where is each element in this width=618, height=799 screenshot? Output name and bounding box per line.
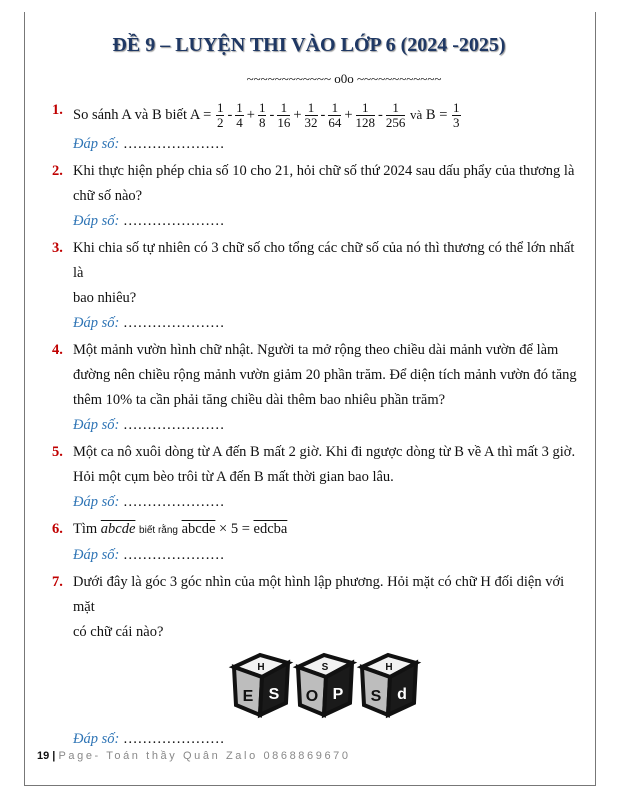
page-title: ĐỀ 9 – LUYỆN THI VÀO LỚP 6 (2024 -2025) [112, 34, 506, 56]
cube-left-letter: S [370, 688, 382, 705]
cube-left-letter: O [305, 688, 319, 705]
cube-right-letter: d [397, 686, 407, 703]
a-equals: A = [189, 107, 212, 123]
separator: ~~~~~~~~~~~~ o0o ~~~~~~~~~~~~ [246, 71, 442, 86]
cube-right-letter: P [332, 686, 344, 703]
cube-left-letter: E [242, 688, 254, 705]
answer-7: Đáp số: ………………… [73, 731, 225, 747]
cube-top-letter: H [385, 662, 393, 673]
operator: - [378, 107, 383, 123]
cube [362, 655, 416, 715]
page-footer: 19 | Page- Toán thầy Quân Zalo 0868869670 [37, 750, 351, 762]
cube [234, 655, 288, 715]
fraction: $\frac{1}{4}$ [236, 100, 243, 131]
answer-6: Đáp số: ………………… [73, 547, 225, 563]
question-number: 4. [52, 342, 63, 358]
question-number: 1. [52, 102, 63, 118]
answer-3: Đáp số: ………………… [73, 315, 225, 331]
fraction: $\frac{1}{8}$ [258, 100, 266, 131]
question-2: 2. Khi thực hiện phép chia số 10 cho 21, hỏi chữ số thứ 2024 sau dấu phẩy của thương là chữ số nào? [52, 159, 582, 209]
fraction: $\frac{1}{64}$ [328, 100, 342, 131]
fraction: $\frac{1}{32}$ [304, 100, 318, 131]
cube-top-letter: S [321, 662, 329, 673]
question-3: 3. Khi chia số tự nhiên có 3 chữ số cho tổng các chữ số của nó thì thương có thể lớn nhất là bao nhiêu? [52, 236, 582, 311]
question-number: 5. [52, 444, 63, 460]
question-number: 3. [52, 240, 63, 256]
questions [52, 98, 582, 754]
question-5: 5. Một ca nô xuôi dòng từ A đến B mất 2 giờ. Khi đi ngược dòng từ B về A thì mất 3 giờ. Hỏi một cụm bèo trôi từ A đến B mất thời gian bao lâu. [52, 440, 582, 490]
operator: + [246, 107, 255, 123]
cube [298, 655, 352, 715]
answer-2: Đáp số: ………………… [73, 213, 225, 229]
operator: - [269, 107, 275, 123]
fraction: $\frac{1}{256}$ [385, 100, 406, 131]
question-1 [52, 98, 582, 132]
answer-5: Đáp số: ………………… [73, 494, 225, 510]
question-4: 4. Một mảnh vườn hình chữ nhật. Người ta mở rộng theo chiều dài mảnh vườn để làm đường nên chiều rộng mảnh vườn giảm 20 phần trăm. Để diện tích mảnh vườn đó tăng thêm 10% ta cần phải tăng chiều dài thêm bao nhiêu phần trăm? [52, 338, 582, 413]
question-6: 6. Tìm abcde biết rằng abcde × 5 = edcba [52, 517, 582, 543]
question-7: 7. Dưới đây là góc 3 góc nhìn của một hình lập phương. Hỏi mặt có chữ H đối diện với mặt có chữ cái nào? [52, 570, 582, 645]
cube-top-letter: H [257, 662, 265, 673]
fraction-b: $\frac{1}{3}$ [453, 100, 460, 131]
answer-1: Đáp số: ………………… [73, 136, 225, 152]
fraction: $\frac{1}{16}$ [277, 100, 291, 131]
operator: - [227, 107, 233, 123]
question-text: So sánh A và B biết [73, 107, 187, 123]
question-number: 2. [52, 163, 63, 179]
operator: + [293, 107, 302, 123]
fraction-sum [215, 100, 406, 131]
question-number: 7. [52, 574, 63, 590]
answer-4: Đáp số: ………………… [73, 417, 225, 433]
cube-views-figure [226, 651, 426, 721]
fraction: $\frac{1}{2}$ [216, 100, 224, 131]
question-number: 6. [52, 521, 63, 537]
operator: - [320, 107, 326, 123]
cube-right-letter: S [268, 686, 280, 703]
b-equals: B = [425, 107, 448, 123]
and-word: và [410, 107, 423, 122]
operator: + [344, 107, 353, 123]
fraction: $\frac{1}{128}$ [355, 100, 376, 131]
